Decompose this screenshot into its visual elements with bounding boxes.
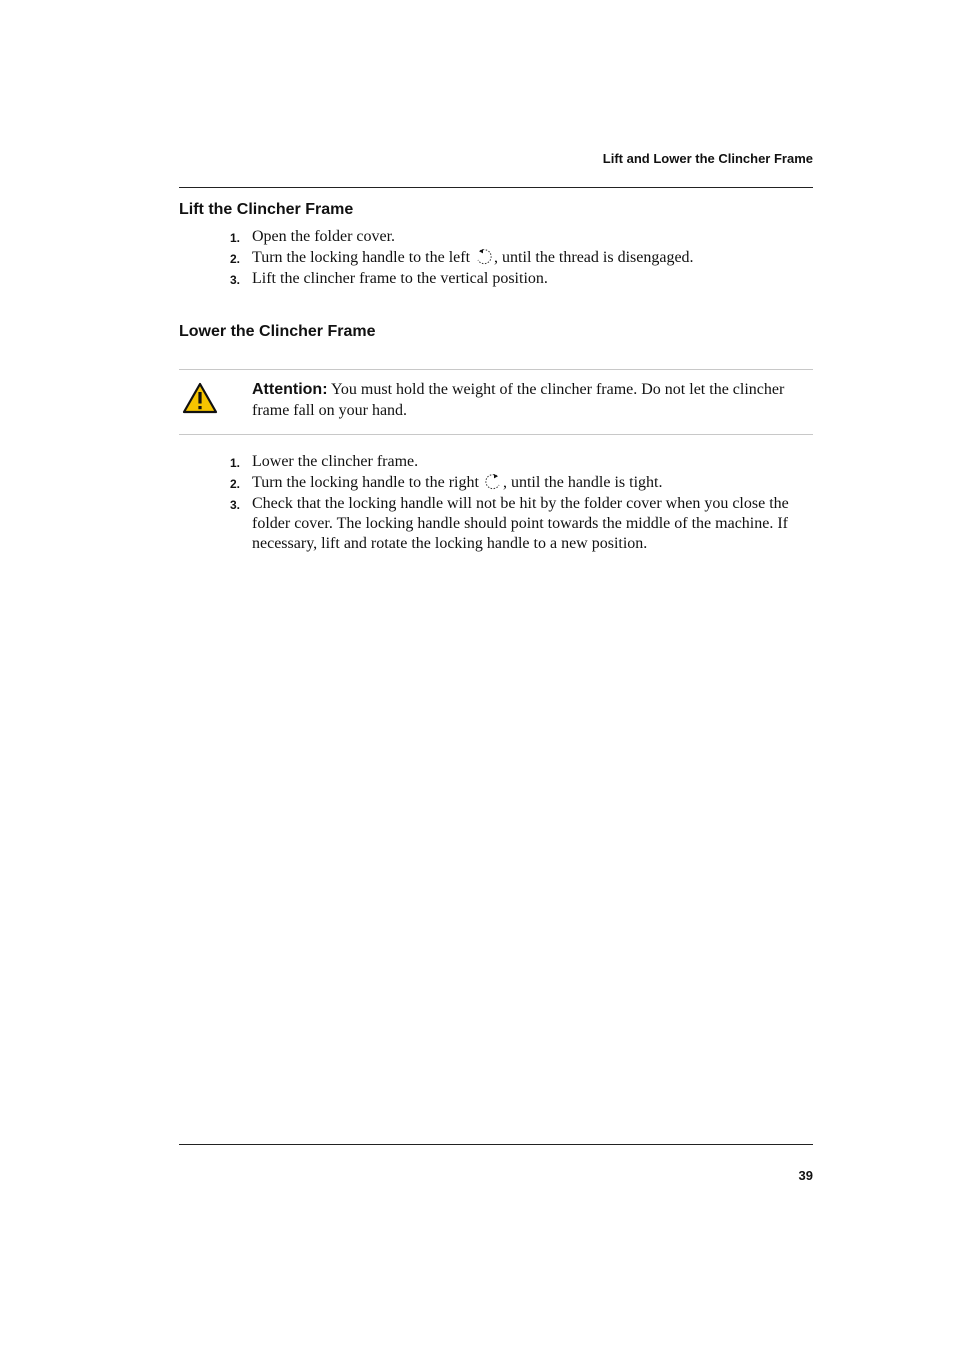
- list-item: [230, 452, 814, 473]
- rotate-right-icon: [483, 473, 503, 491]
- list-item: [230, 248, 814, 269]
- step-text: Lift the clincher frame to the vertical position.: [252, 270, 548, 287]
- step-text-after: , until the thread is disengaged.: [494, 249, 694, 266]
- list-item: [230, 473, 814, 494]
- attention-label: Attention:: [252, 381, 328, 398]
- page-number: 39: [798, 1168, 813, 1183]
- attention-text: [252, 379, 792, 421]
- step-number: 1.: [230, 456, 241, 470]
- step-number: 3.: [230, 498, 241, 512]
- step-number: 2.: [230, 477, 241, 491]
- step-text: Check that the locking handle will not be hit by the folder cover when you close the folder cover. The locking handle should point towards the middle of the machine. If necessary, lift and rotate the locking handle to a new position.: [252, 495, 789, 552]
- list-item: [230, 269, 814, 290]
- lower-section-heading: Lower the Clincher Frame: [179, 323, 376, 340]
- attention-notice: [179, 369, 813, 435]
- step-text-before: Turn the locking handle to the left: [252, 249, 475, 266]
- step-text-before: Turn the locking handle to the right: [252, 474, 483, 491]
- lift-section-heading: Lift the Clincher Frame: [179, 201, 354, 218]
- lift-steps-list: [230, 227, 814, 290]
- header-rule: [179, 187, 813, 188]
- running-header: Lift and Lower the Clincher Frame: [602, 151, 813, 166]
- step-text: [252, 248, 814, 269]
- step-text: Open the folder cover.: [252, 228, 396, 245]
- step-text: Lower the clincher frame.: [252, 453, 419, 470]
- list-item: [230, 227, 814, 248]
- list-item: [230, 494, 814, 554]
- rotate-left-icon: [474, 248, 494, 266]
- footer-rule: [179, 1144, 813, 1145]
- lower-steps-list: [230, 452, 814, 554]
- step-text-after: , until the handle is tight.: [502, 474, 663, 491]
- step-text: [252, 473, 814, 494]
- step-number: 3.: [230, 273, 241, 287]
- step-number: 1.: [230, 231, 241, 245]
- attention-message: You must hold the weight of the clincher frame. Do not let the clincher frame fall on your hand.: [252, 381, 785, 419]
- warning-triangle-icon: [182, 382, 218, 414]
- step-number: 2.: [230, 252, 241, 266]
